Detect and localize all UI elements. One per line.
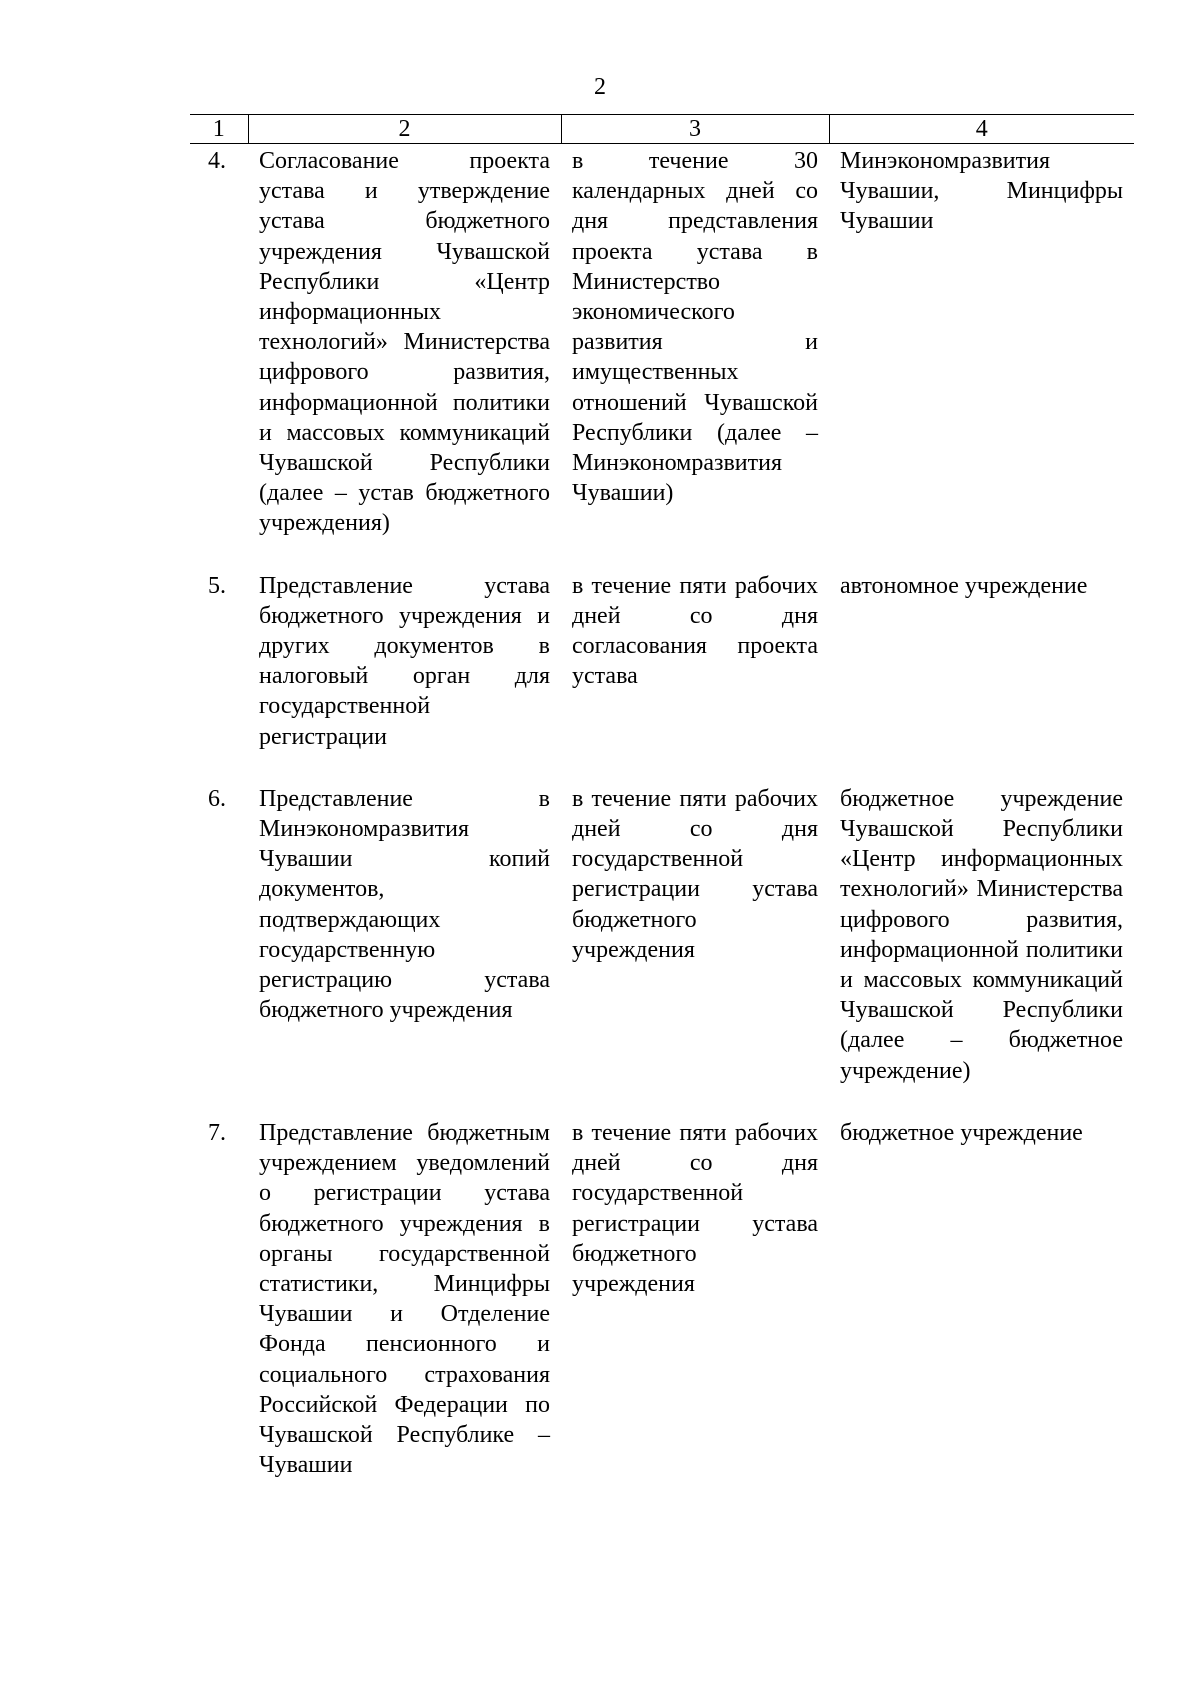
action-cell bbox=[248, 144, 561, 539]
action-text: Представление бюджетным учреждением уведомлений о регистрации устава бюджетного учреждения в органы государственной статистики, Минцифры Чувашии и Отделение Фонда пенсионного и социального страхования Российской Федерации по Чувашской Республике – Чувашии bbox=[259, 1119, 550, 1479]
responsible-text: бюджетное учреждение Чувашской Республики «Центр информационных технологий» Министерства цифрового развития, информационной политики и массовых коммуникаций Чувашской Республики (далее – бюджетное учреждение) bbox=[840, 785, 1123, 1084]
table-row bbox=[190, 782, 1134, 1086]
row-spacer bbox=[190, 752, 1134, 782]
row-spacer bbox=[190, 1086, 1134, 1116]
responsible-cell bbox=[829, 569, 1134, 752]
column-header-1: 1 bbox=[190, 115, 248, 144]
column-header-3: 3 bbox=[561, 115, 829, 144]
responsible-text: Минэкономразвития Чувашии, Минцифры Чувашии bbox=[840, 148, 1123, 235]
row-number: 4. bbox=[208, 148, 226, 174]
term-cell bbox=[561, 1116, 829, 1480]
responsible-text: автономное учреждение bbox=[840, 572, 1088, 599]
responsible-text: бюджетное учреждение bbox=[840, 1119, 1083, 1146]
table-header-row bbox=[190, 115, 1134, 144]
term-text: в течение пяти рабочих дней со дня согласования проекта устава bbox=[572, 572, 818, 690]
action-cell bbox=[248, 782, 561, 1086]
table-row bbox=[190, 144, 1134, 539]
page-number: 2 bbox=[594, 74, 606, 100]
table-row bbox=[190, 569, 1134, 752]
row-number: 5. bbox=[208, 572, 226, 599]
column-header-4: 4 bbox=[829, 115, 1134, 144]
column-header-2: 2 bbox=[248, 115, 561, 144]
action-text: Представление в Минэкономразвития Чувашии копий документов, подтверждающих государственную регистрацию устава бюджетного учреждения bbox=[259, 785, 550, 1024]
schedule-table bbox=[190, 114, 1134, 1480]
row-spacer bbox=[190, 539, 1134, 569]
term-text: в течение пяти рабочих дней со дня государственной регистрации устава бюджетного учреждения bbox=[572, 785, 818, 963]
responsible-cell bbox=[829, 1116, 1134, 1480]
term-text: в течение 30 календарных дней со дня представления проекта устава в Министерство экономического развития и имущественных отношений Чувашской Республики (далее – Минэкономразвития Чувашии) bbox=[572, 148, 818, 507]
term-cell bbox=[561, 144, 829, 539]
table-row bbox=[190, 1116, 1134, 1480]
action-cell bbox=[248, 569, 561, 752]
action-cell bbox=[248, 1116, 561, 1480]
action-text: Согласование проекта устава и утверждение устава бюджетного учреждения Чувашской Республики «Центр информационных технологий» Министерства цифрового развития, информационной политики и массовых коммуникаций Чувашской Республики (далее – устав бюджетного учреждения) bbox=[259, 148, 550, 537]
action-text: Представление устава бюджетного учреждения и других документов в налоговый орган для государственной регистрации bbox=[259, 572, 550, 750]
responsible-cell bbox=[829, 144, 1134, 539]
row-number: 6. bbox=[208, 785, 226, 812]
term-cell bbox=[561, 782, 829, 1086]
term-cell bbox=[561, 569, 829, 752]
term-text: в течение пяти рабочих дней со дня государственной регистрации устава бюджетного учреждения bbox=[572, 1119, 818, 1297]
row-number: 7. bbox=[208, 1119, 226, 1146]
responsible-cell bbox=[829, 782, 1134, 1086]
